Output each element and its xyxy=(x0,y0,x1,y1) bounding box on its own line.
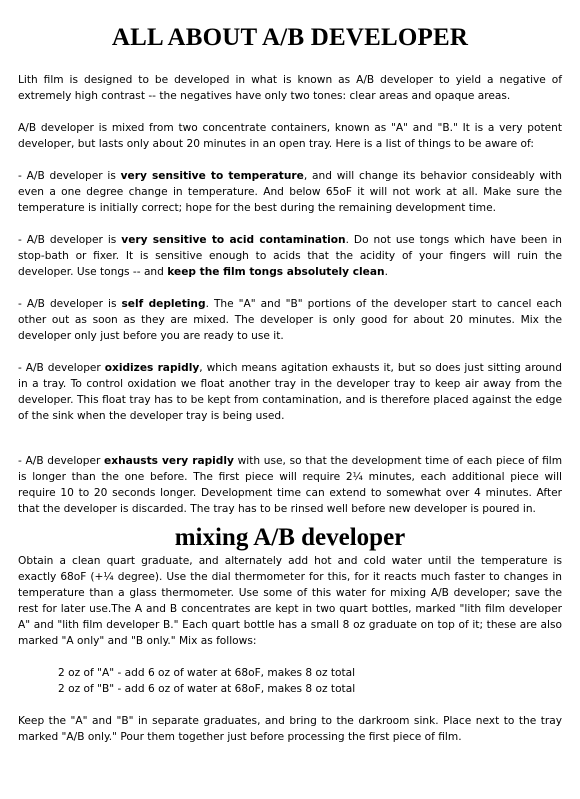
bullet-emphasis: keep the film tongs absolutely clean xyxy=(167,266,385,278)
bullet-emphasis: very sensitive to temperature xyxy=(120,170,304,182)
document xyxy=(18,24,562,745)
intro-paragraph: Lith film is designed to be developed in what is known as A/B developer to yield a negative of extremely high contrast -- the negatives have only two tones: clear areas and opaque areas. xyxy=(18,74,562,102)
overview-paragraph: A/B developer is mixed from two concentrate containers, known as "A" and "B." It is a very potent developer, but lasts only about 20 minutes in an open tray. Here is a list of things to be aware of: xyxy=(18,122,562,150)
closing-paragraph: Keep the "A" and "B" in separate graduates, and bring to the darkroom sink. Place next to the tray marked "A/B only." Pour them together just before processing the first piece of film. xyxy=(18,715,562,743)
bullet-temperature xyxy=(18,168,562,216)
bullet-text: , and will change its behavior consideably with even a one degree change in temperature. And below 65oF it will not work at all. Make sure the temperature is initially correct; hope for the best during the remaining development time. xyxy=(18,170,562,214)
recipe-line-a: 2 oz of "A" - add 6 oz of water at 68oF, makes 8 oz total xyxy=(58,667,356,679)
mixing-paragraph: Obtain a clean quart graduate, and alternately add hot and cold water until the temperature is exactly 68oF (+¼ degree). Use the dial thermometer for this, for it reacts much faster to changes in temperature than a glass thermometer. Use some of this water for mixing A/B developer; save the rest for later use.The A and B concentrates are kept in two quart bottles, marked "lith film developer A" and "lith film developer B." Each quart bottle has a small 8 oz graduate on top of it; these are also marked "A only" and "B only." Mix as follows: xyxy=(18,555,562,647)
bullet-emphasis: exhausts very rapidly xyxy=(104,455,234,467)
bullet-text: - A/B developer xyxy=(18,455,105,467)
bullet-emphasis: self depleting xyxy=(121,298,206,310)
bullet-text: . Do not use tongs which have been in stop-bath or fixer. It is sensitive enough to acids that the acidity of your fingers will ruin the developer. Use tongs -- and xyxy=(18,234,563,278)
bullet-exhausts xyxy=(18,453,562,517)
bullet-text: - A/B developer xyxy=(18,362,105,374)
bullet-text: . The "A" and "B" portions of the developer start to cancel each other out as soon as they are mixed. The developer is only good for about 20 minutes. Mix the developer only just before you are ready to use it. xyxy=(18,298,562,342)
bullet-depleting xyxy=(18,296,562,344)
bullet-text: - A/B developer is xyxy=(18,170,121,182)
bullet-text: - A/B developer is xyxy=(18,298,122,310)
bullet-oxidizes xyxy=(18,360,562,424)
bullet-acid xyxy=(18,232,562,280)
recipe-line-b: 2 oz of "B" - add 6 oz of water at 68oF, makes 8 oz total xyxy=(58,683,356,695)
page-title: ALL ABOUT A/B DEVELOPER xyxy=(111,24,469,51)
bullet-emphasis: very sensitive to acid contamination xyxy=(121,234,346,246)
bullet-text: - A/B developer is xyxy=(18,234,122,246)
bullet-text: with use, so that the development time of each piece of film is longer than the one before. The first piece will require 2¼ minutes, each additional piece will require 10 to 20 seconds longer. Development time can extend to somewhat over 4 minutes. After that the developer is discarded. The tray has to be rinsed well before new developer is poured in. xyxy=(18,455,563,515)
section-title: mixing A/B developer xyxy=(174,524,406,551)
bullet-text: , which means agitation exhausts it, but so does just sitting around in a tray. To control oxidation we float another tray in the developer tray to keep air away from the developer. This float tray has to be kept from contamination, and is therefore placed against the edge of the sink when the developer tray is being used. xyxy=(18,362,562,422)
bullet-emphasis: oxidizes rapidly xyxy=(104,362,200,374)
bullet-text: . xyxy=(384,266,388,278)
